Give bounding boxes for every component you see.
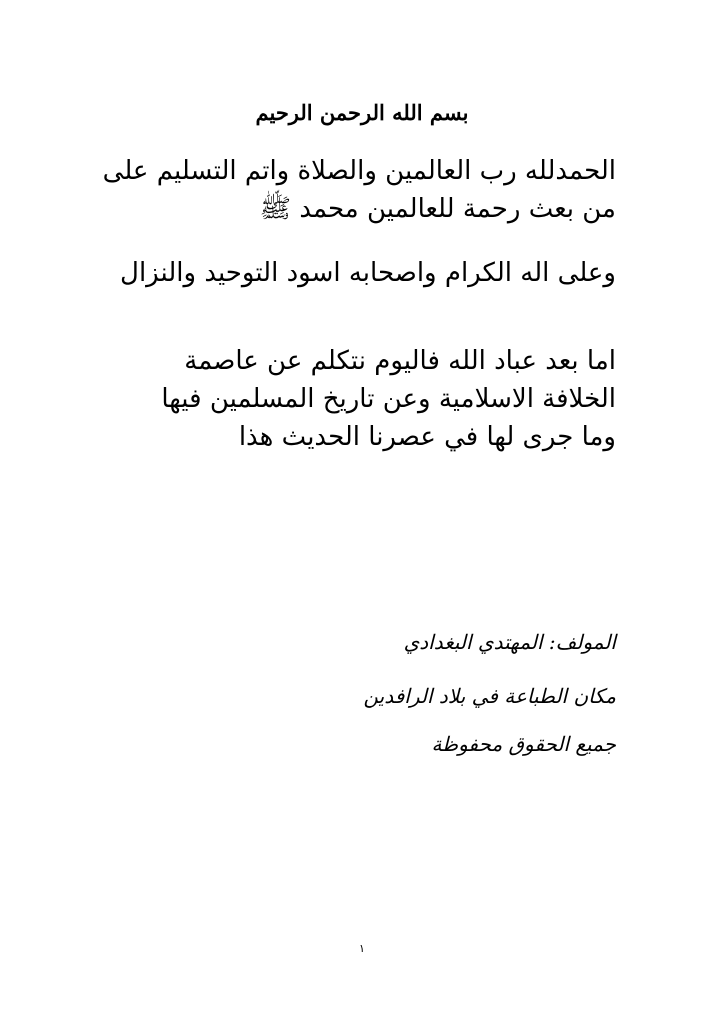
rights-line: جميع الحقوق محفوظة bbox=[431, 732, 616, 756]
basmala-heading: بسم الله الرحمن الرحيم bbox=[255, 100, 469, 125]
introduction-paragraph: اما بعد عباد الله فاليوم نتكلم عن عاصمة الخلافة الاسلامية وعن تاريخ المسلمين فيها وما جرى لها في عصرنا الحديث هذا bbox=[161, 346, 616, 452]
opening-praise-paragraph: الحمدلله رب العالمين والصلاة واتم التسليم على من بعث رحمة للعالمين محمد ﷺ bbox=[102, 156, 616, 224]
print-location-line: مكان الطباعة في بلاد الرافدين bbox=[363, 684, 616, 708]
companions-paragraph: وعلى اله الكرام واصحابه اسود التوحيد والنزال bbox=[120, 258, 616, 288]
author-line: المولف: المهتدي البغدادي bbox=[403, 630, 616, 654]
page-number: ١ bbox=[359, 942, 365, 955]
